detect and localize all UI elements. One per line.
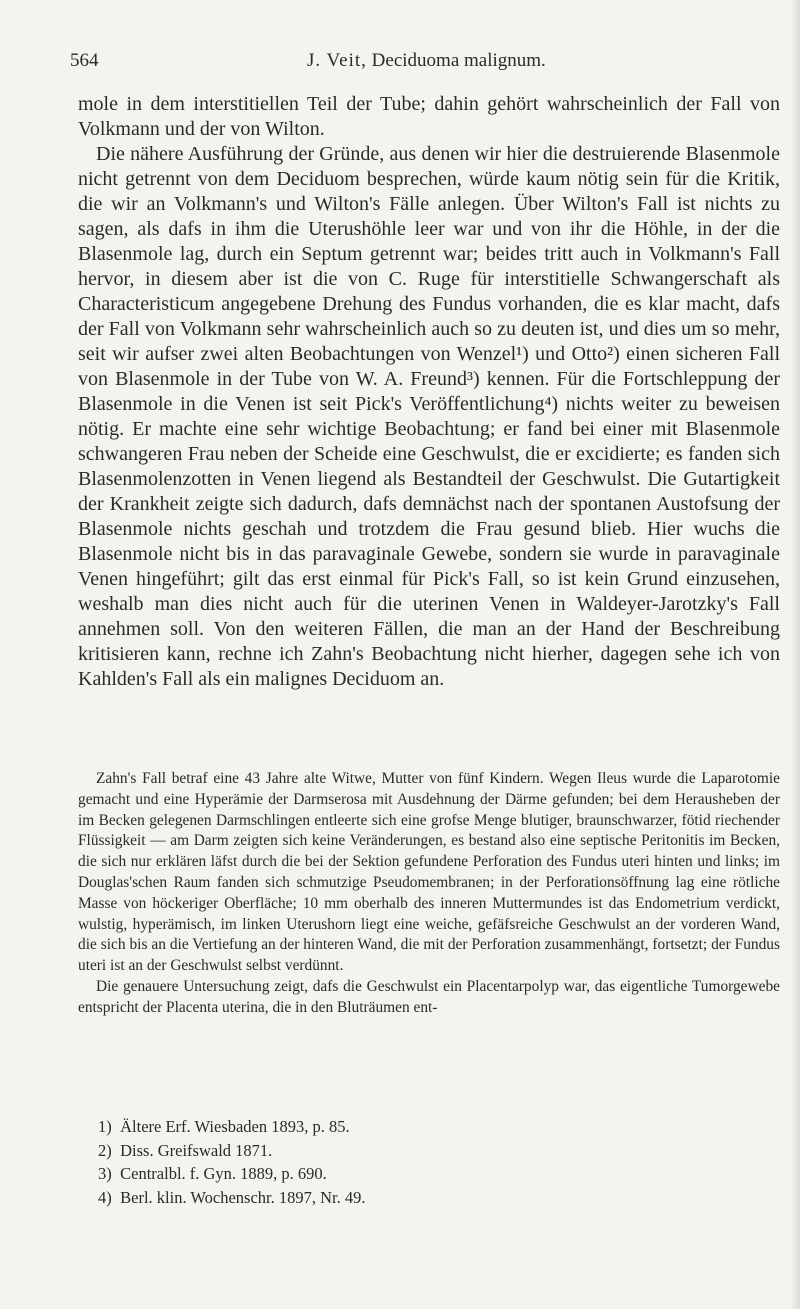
footnote [98,1115,738,1139]
footnote-text: Ältere Erf. Wiesbaden 1893, p. 85. [120,1117,350,1136]
page-number: 564 [70,50,99,71]
footnote-text: Centralbl. f. Gyn. 1889, p. 690. [120,1164,327,1183]
running-title [307,50,546,72]
footnote [98,1186,738,1210]
footnote-number: 1) [98,1117,112,1136]
body-paragraph-1: mole in dem interstitiellen Teil der Tube; dahin gehört wahrscheinlich der Fall von Volkmann und der von Wilton. [78,93,780,140]
footnote-number: 4) [98,1187,112,1207]
footnotes [98,1115,738,1209]
small-print-paragraph-2: Die genauere Untersuchung zeigt, dafs die Geschwulst ein Placentarpolyp war, das eigentliche Tumorgewebe entspricht der Placenta uterina, die in den Bluträumen ent- [78,977,780,1016]
footnote-text: Diss. Greifswald 1871. [120,1140,273,1160]
footnote-text: Berl. klin. Wochenschr. 1897, Nr. 49. [120,1187,366,1207]
footnote-number: 3) [98,1164,112,1183]
running-header [70,50,780,76]
small-print-paragraph-1: Zahn's Fall betraf eine 43 Jahre alte Witwe, Mutter von fünf Kindern. Wegen Ileus wurde die Laparotomie gemacht und eine Hyperämie der Darmserosa mit Ausdehnung der Därme gefunden; bei dem Herausheben der im Becken gelegenen Darmschlingen entleerte sich eine grofse Menge blutiger, braunschwarzer, fötid riechender Flüssigkeit — am Darm zeigten sich keine Veränderungen, es bestand also eine septische Peritonitis im Becken, die sich nur erklären läfst durch die bei der Sektion gefundene Perforation des Fundus uteri hinten und links; im Douglas'schen Raum fanden sich schmutzige Pseudomembranen; in der Perforationsöffnung lag eine rötliche Masse von höckeriger Oberfläche; 10 mm oberhalb des inneren Muttermundes ist das Endometrium verdickt, wulstig, hyperämisch, im linken Uterushorn liegt eine weiche, gefäfsreiche Geschwulst an der vorderen Wand, die sich bis an die Vertiefung an der hinteren Wand, die mit der Perforation zusammenhängt, fortsetzt; der Fundus uteri ist an der Geschwulst selbst verdünnt. [78,770,780,975]
main-text [78,92,780,692]
running-title-author: J. Veit, [307,50,367,71]
page-edge-shadow [790,0,800,1309]
small-print-section [78,769,780,1019]
footnote [98,1162,738,1186]
footnote-number: 2) [98,1140,112,1160]
running-title-text: Deciduoma malignum. [371,50,546,71]
footnote [98,1139,738,1163]
body-paragraph-2: Die nähere Ausführung der Gründe, aus denen wir hier die destruierende Blasenmole nicht getrennt von dem Deciduom besprechen, würde kaum nötig sein für die Kritik, die wir an Volkmann's und Wilton's Fälle anlegen. Über Wilton's Fall ist nichts zu sagen, als dafs in ihm die Uterushöhle leer war und von ihr die Höhle, in der die Blasenmole lag, durch ein Septum getrennt war; beides tritt auch in Volkmann's Fall hervor, in diesem aber ist die von C. Ruge für interstitielle Schwangerschaft als Characteristicum angegebene Drehung des Fundus vorhanden, die es klar macht, dafs der Fall von Volkmann sehr wahrscheinlich auch so zu deuten ist, und dies um so mehr, seit wir aufser zwei alten Beobachtungen von Wenzel¹) und Otto²) einen sicheren Fall von Blasenmole in der Tube von W. A. Freund³) kennen. Für die Fortschleppung der Blasenmole in die Venen ist seit Pick's Veröffentlichung⁴) nichts weiter zu beweisen nötig. Er machte eine sehr wichtige Beobachtung; er fand bei einer mit Blasenmole schwangeren Frau neben der Scheide eine Geschwulst, die er excidierte; es fanden sich Blasenmolenzotten in Venen liegend als Bestandteil der Geschwulst. Die Gutartigkeit der Krankheit zeigte sich dadurch, dafs demnächst nach der spontanen Austofsung der Blasenmole nichts geschah und trotzdem die Frau gesund blieb. Hier wuchs die Blasenmole nicht bis in das paravaginale Gewebe, sondern sie wurde in paravaginale Venen hingeführt; gilt das erst einmal für Pick's Fall, so ist kein Grund einzusehen, weshalb man dies nicht auch für die uterinen Venen in Waldeyer-Jarotzky's Fall annehmen soll. Von den weiteren Fällen, die man an der Hand der Beschreibung kritisieren kann, rechne ich Zahn's Beobachtung nicht hierher, dagegen sehe ich von Kahlden's Fall als ein malignes Deciduom an. [78,143,780,690]
